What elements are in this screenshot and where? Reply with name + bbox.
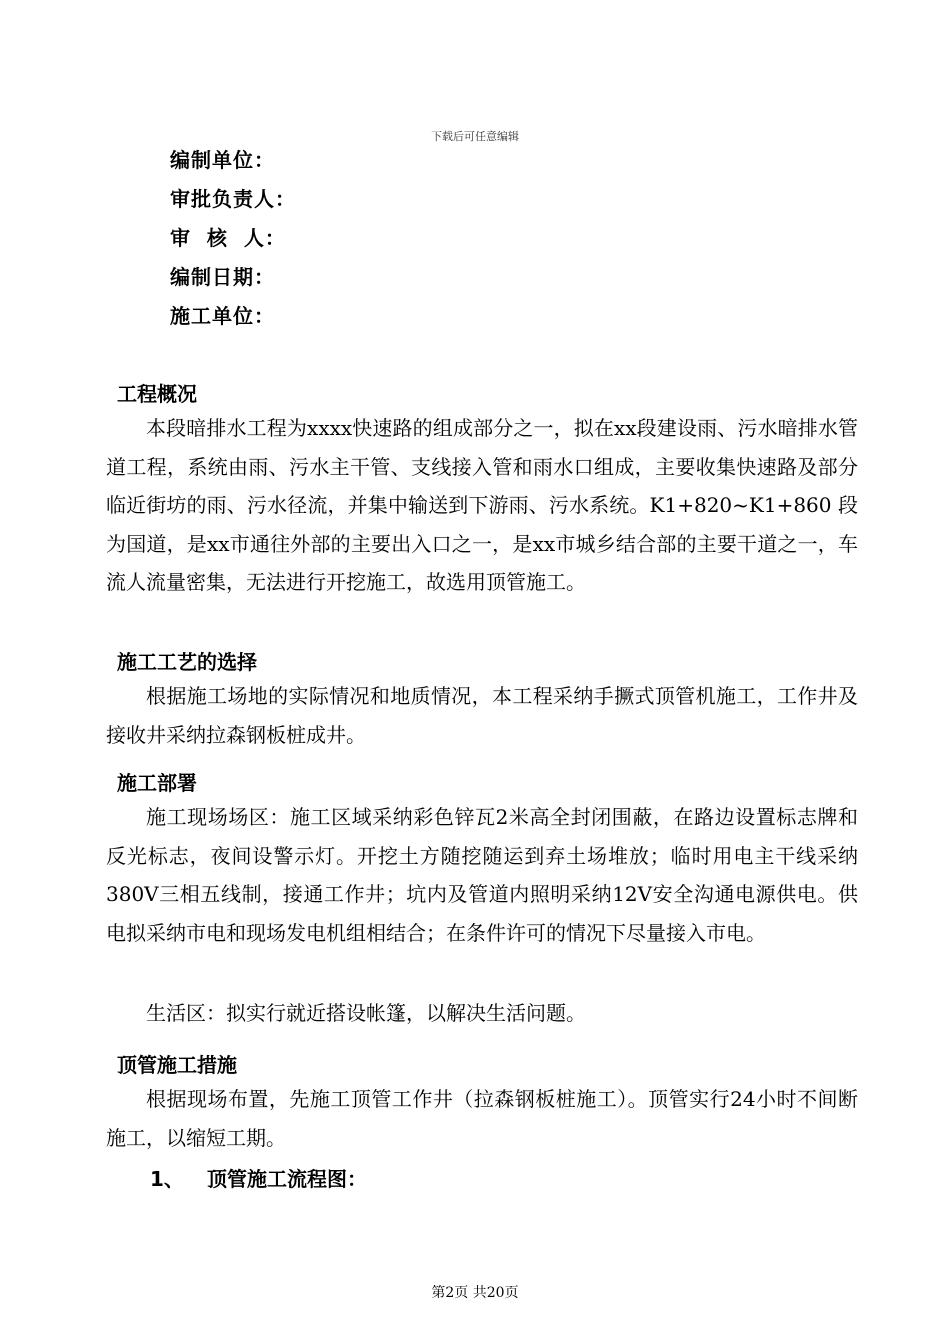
meta-field-approver: 审批负责人： — [170, 187, 296, 211]
meta-field-date: 编制日期： — [170, 265, 275, 289]
subsection-number: 1、 — [150, 1167, 184, 1191]
meta-field-reviewer: 审 核 人： — [170, 226, 286, 250]
paragraph: 生活区：拟实行就近搭设帐篷，以解决生活问题。 — [146, 1001, 586, 1025]
paragraph: 施工现场场区：施工区域采纳彩色锌瓦2米高全封闭围蔽，在路边设置标志牌和反光标志，夜间设警示灯。开挖土方随挖随运到弃土场堆放；临时用电主干线采纳380V三相五线制，接通工作井；坑内及管道内照明采纳12V安全沟通电源供电。供电拟采纳市电和现场发电机组相结合；在条件许可的情况下尽量接入市电。 — [106, 805, 858, 945]
subsection-heading — [150, 1163, 367, 1192]
paragraph: 根据施工场地的实际情况和地质情况，本工程采纳手撅式顶管机施工，工作井及接收井采纳拉森钢板桩成井。 — [106, 684, 858, 747]
paragraph: 本段暗排水工程为xxxx快速路的组成部分之一，拟在xx段建设雨、污水暗排水管道工程，系统由雨、污水主干管、支线接入管和雨水口组成，主要收集快速路及部分临近街坊的雨、污水径流，并集中输送到下游雨、污水系统。K1+820~K1+860 段为国道，是xx市通往外部的主要出入口之一，是xx市城乡结合部的主要干道之一，车流人流量密集，无法进行开挖施工，故选用顶管施工。 — [106, 416, 858, 594]
subsection-title: 顶管施工流程图： — [207, 1167, 367, 1191]
watermark: 下载后可任意编辑 — [431, 130, 519, 143]
meta-field-contractor: 施工单位： — [170, 304, 275, 328]
section-heading: 顶管施工措施 — [117, 1053, 237, 1077]
section-heading: 施工部署 — [117, 771, 197, 795]
page-footer: 第2页 共20页 — [431, 1285, 519, 1301]
section-heading: 施工工艺的选择 — [117, 650, 257, 674]
meta-field-compiler: 编制单位： — [170, 148, 275, 172]
paragraph: 根据现场布置，先施工顶管工作井（拉森钢板桩施工）。顶管实行24小时不间断施工，以缩短工期。 — [106, 1087, 858, 1150]
section-heading: 工程概况 — [117, 382, 197, 406]
